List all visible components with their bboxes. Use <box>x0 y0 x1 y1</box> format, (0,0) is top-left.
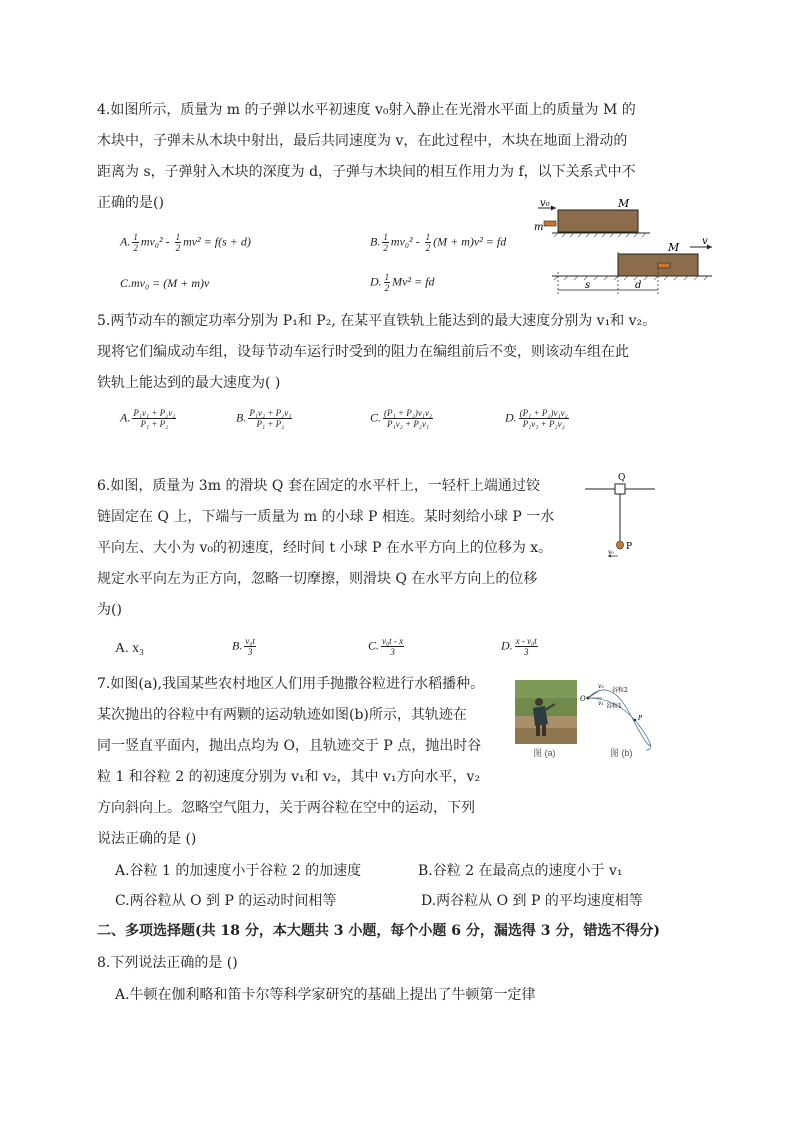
q4-option-d: D. $\frac{1}{2}$ Mv² = fd <box>370 272 435 293</box>
q5-line-1: 5.两节动车的额定功率分别为 P₁和 P₂, 在某平直铁轨上能达到的最大速度分别为 v₁和 v₂。 <box>97 313 657 329</box>
q7-label-grain-1: 谷粒1 <box>606 703 622 710</box>
q6-option-c: C. $\frac{\text{v₀t - x}}{3}$ <box>368 636 404 657</box>
q4-label-M-bottom: M <box>668 241 680 254</box>
q4-ground-top-hatch <box>554 233 646 237</box>
q4-line-3: 距离为 s，子弹射入木块的深度为 d，子弹与木块间的相互作用力为 f，以下关系式中不 <box>97 164 636 180</box>
q7-point-P <box>634 719 636 721</box>
q7-line-2: 某次抛出的谷粒中有两颗的运动轨迹如图(b)所示，其轨迹在 <box>97 707 467 723</box>
q7-line-6: 说法正确的是 () <box>97 831 197 847</box>
q6-option-d: D. $\frac{\text{x - v₀t}}{3}$ <box>501 636 537 657</box>
q6-option-b: B. $\frac{\text{v₀t}}{3}$ <box>232 636 255 657</box>
q4-label-m: m <box>534 222 544 233</box>
q6-label-v0: v₀ <box>608 549 614 556</box>
q7-label-P: P <box>638 715 643 722</box>
q6-line-1: 6.如图，质量为 3m 的滑块 Q 套在固定的水平杆上，一轻杆上端通过铰 <box>97 478 540 494</box>
q4-block-top <box>558 210 638 232</box>
q4-bullet-block-figure <box>530 196 725 304</box>
q4-bullet <box>544 221 556 226</box>
q7-option-d: D.两谷粒从 O 到 P 的平均速度相等 <box>421 893 643 909</box>
q6-option-a: A. x₃ <box>115 641 144 656</box>
q4-line-1: 4.如图所示，质量为 m 的子弹以水平初速度 v₀射入静止在光滑水平面上的质量为 M 的 <box>97 102 636 118</box>
q5-line-3: 铁轨上能达到的最大速度为( ) <box>97 375 281 391</box>
q5-option-c: C. $\frac{\text{(P₁ + P₂)v₁v₂}}{\text{P₁v₂ + P₂v₁}}$ <box>370 408 433 429</box>
q5-option-a: A. $\frac{\text{P₁v₁ + P₂v₂}}{\text{P₁ + P₂}}$ <box>120 408 176 429</box>
q7-option-c: C.两谷粒从 O 到 P 的运动时间相等 <box>115 893 337 909</box>
q4-label-s: s <box>585 280 591 291</box>
q6-slider-Q <box>615 484 625 494</box>
q4-line-4: 正确的是() <box>97 195 164 211</box>
q7-label-v2: v₂ <box>598 683 604 690</box>
q7-label-O: O <box>580 695 586 703</box>
q7-line-1: 7.如图(a),我国某些农村地区人们用手抛撒谷粒进行水稻播种。 <box>97 676 485 692</box>
q6-line-2: 链固定在 Q 上，下端与一质量为 m 的小球 P 相连。某时刻给小球 P 一水 <box>97 509 555 525</box>
q7-caption-b: 图 (b) <box>610 748 633 758</box>
q7-figure-a-photo <box>515 680 577 760</box>
q6-line-5: 为() <box>97 602 122 618</box>
q5-option-d: D. $\frac{\text{(P₁ + P₂)v₁v₂}}{\text{P₁v₁ + P₂v₂}}$ <box>505 408 568 429</box>
q4-v0-arrowhead <box>551 206 556 211</box>
q6-slider-pendulum-figure <box>580 470 660 562</box>
q7-option-a: A.谷粒 1 的加速度小于谷粒 2 的加速度 <box>115 863 362 879</box>
q4-ground-bottom-hatch <box>554 276 708 280</box>
q7-label-grain-2: 谷粒2 <box>612 687 628 694</box>
q7-caption-a: 图 (a) <box>533 748 556 758</box>
q4-label-v: v <box>702 236 708 247</box>
q6-line-3: 平向左、大小为 v₀的初速度，经时间 t 小球 P 在水平方向上的位移为 x。 <box>97 540 553 556</box>
q7-option-b: B.谷粒 2 在最高点的速度小于 v₁ <box>418 863 623 879</box>
section-2-heading: 二、多项选择题(共 18 分，本大题共 3 小题，每个小题 6 分，漏选得 3 分，错选不得分) <box>97 923 660 939</box>
q7-line-4: 粒 1 和谷粒 2 的初速度分别为 v₁和 v₂，其中 v₁方向水平，v₂ <box>97 769 481 785</box>
q6-label-P: P <box>626 542 633 552</box>
q6-label-Q: Q <box>618 473 626 483</box>
q4-label-v0: v₀ <box>540 198 550 209</box>
q6-ball-P <box>617 541 624 549</box>
q4-option-c: C.mv₀ = (M + m)v <box>120 276 210 290</box>
q4-option-a: A. $\frac{1}{2}$ mv₀² - $\frac{1}{2}$ mv² = f(s + d) <box>120 232 251 253</box>
q4-bullet-embedded <box>658 263 670 268</box>
q4-label-M-top: M <box>618 197 630 210</box>
q7-label-v1: v₁ <box>598 700 604 707</box>
q7-farmer-head <box>535 698 543 706</box>
q4-label-d: d <box>635 280 642 291</box>
q7-line-5: 方向斜向上。忽略空气阻力，关于两谷粒在空中的运动，下列 <box>97 800 475 816</box>
q8-option-a: A.牛顿在伽利略和笛卡尔等科学家研究的基础上提出了牛顿第一定律 <box>115 987 536 1003</box>
q4-option-b: B. $\frac{1}{2}$ mv₀² - $\frac{1}{2}$ (M + m)v² = fd <box>370 232 507 253</box>
q4-line-2: 木块中，子弹未从木块中射出，最后共同速度为 v，在此过程中，木块在地面上滑动的 <box>97 133 628 149</box>
q7-figure-b-trajectories <box>580 678 662 760</box>
q6-line-4: 规定水平向左为正方向，忽略一切摩擦，则滑块 Q 在水平方向上的位移 <box>97 571 538 587</box>
q8-line-1: 8.下列说法正确的是 () <box>97 955 238 971</box>
q7-line-3: 同一竖直平面内，抛出点均为 O，且轨迹交于 P 点，抛出时谷 <box>97 738 482 754</box>
q5-option-b: B. $\frac{\text{P₁v₂ + P₂v₁}}{\text{P₁ + P₂}}$ <box>236 408 292 429</box>
q5-line-2: 现将它们编成动车组，设每节动车运行时受到的阻力在编组前后不变，则该动车组在此 <box>97 344 629 360</box>
